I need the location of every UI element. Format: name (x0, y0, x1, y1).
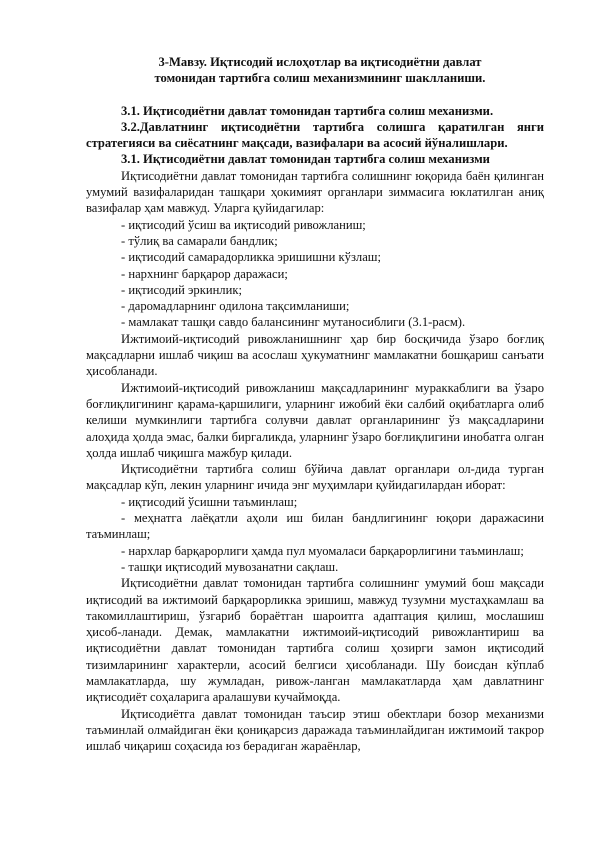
list-item: - тўлиқ ва самарали бандлик; (121, 233, 278, 248)
goals-list (86, 217, 544, 331)
plan-item-2: 3.2.Давлатнинг иқтисодиётни тартибга солишга қаратилган янги стратегияси ва сиёсатнинг мақсади, вазифалари ва асосий йўналишлари. (86, 119, 544, 151)
paragraph-2: Ижтимоий-иқтисодий ривожланишнинг ҳар бир босқичида ўзаро боғлиқ мақсадларни ишлаб чиқиш ва асослаш ҳукуматнинг мамлакатни бошқариш санъати ҳисобланади. (86, 331, 544, 379)
title-line-2: томонидан тартибга солиш механизмининг шаклланиши. (154, 71, 486, 86)
title-line-1: 3-Мавзу. Иқтисодий ислоҳотлар ва иқтисодиётни давлат (158, 55, 482, 69)
list-item: - нархнинг барқарор даражаси; (121, 266, 288, 281)
list-item: - нархлар барқарорлиги ҳамда пул муомаласи барқарорлигини таъминлаш; (121, 543, 524, 558)
list-item: - мамлакат ташқи савдо балансининг мутаносиблиги (3.1-расм). (121, 315, 466, 330)
paragraph-4: Иқтисодиётни тартибга солиш бўйича давлат органлари ол-дида турган мақсадлар кўп, лекин уларнинг ичида энг муҳимлари қуйидагилардан иборат: (86, 462, 544, 493)
plan-item-1: 3.1. Иқтисодиётни давлат томонидан тартибга солиш механизми. (121, 103, 494, 118)
objectives-list (86, 494, 544, 575)
paragraph-6: Иқтисодиётга давлат томонидан таъсир этиш обектлари бозор механизми таъминлай олмайдиган ёки қониқарсиз даражада таъминлайдиган ижтимоий такрор ишлаб чиқариш соҳасида юз берадиган жараёнлар, (86, 706, 544, 754)
spacer (86, 87, 544, 103)
list-item: - иқтисодий ўсишни таъминлаш; (121, 494, 298, 509)
section-heading: 3.1. Иқтисодиётни давлат томонидан тартибга солиш механизми (121, 152, 490, 167)
list-item: - иқтисодий ўсиш ва иқтисодий ривожланиш; (121, 217, 366, 232)
paragraph-1: Иқтисодиётни давлат томонидан тартибга солишнинг юқорида баён қилинган умумий вазифаларидан ташқари ҳокимият органлари зиммасига юклатилган аниқ вазифалар ҳам мавжуд. Уларга қуйидагилар: (86, 168, 544, 216)
paragraph-5: Иқтисодиётни давлат томонидан тартибга солишнинг умумий бош мақсади иқтисодий ва ижтимоий барқарорликка эришиш, мавжуд тузумни мустаҳкамлаш ва такомиллаштириш, ўзгариб бораётган шароитга адаптация қилиш, мослашиш ҳисоб-ланади. Демак, мамлакатни ижтимоий-иқтисодий ривожлантириш ва иқтисодиётни давлат томонидан тартибга солиш ҳозирги замон иқтисодий тизимларининг характерли, асосий белгиси ҳисобланади. Шу боисдан кўплаб мамлакатларда, шу жумладан, ривож-ланган мамлакатларда ҳам давлатнинг иқтисодиёт соҳаларига аралашуви кучаймоқда. (86, 576, 544, 705)
list-item: - иқтисодий самарадорликка эришишни кўзлаш; (121, 250, 382, 265)
document-title (86, 54, 544, 87)
list-item: - даромадларнинг одилона тақсимланиши; (121, 299, 350, 314)
list-item: - ташқи иқтисодий мувозанатни сақлаш. (121, 559, 339, 574)
list-item: - меҳнатга лаёқатли аҳоли иш билан бандлигининг юқори даражасини таъминлаш; (86, 511, 544, 542)
list-item: - иқтисодий эркинлик; (121, 282, 242, 297)
paragraph-3: Ижтимоий-иқтисодий ривожланиш мақсадларининг мураккаблиги ва ўзаро боғлиқлигининг қарама-қаршилиги, уларнинг ижобий ёки салбий оқибатларга олиб келиши мумкинлиги тартибга солувчи давлат органларининг ўз мақсадларини алоҳида ҳолда эмас, балки биргаликда, уларнинг ўзаро боғлиқлигини инобатга олган ҳолда ишлаб чиқишга мажбур қилади. (86, 380, 544, 460)
